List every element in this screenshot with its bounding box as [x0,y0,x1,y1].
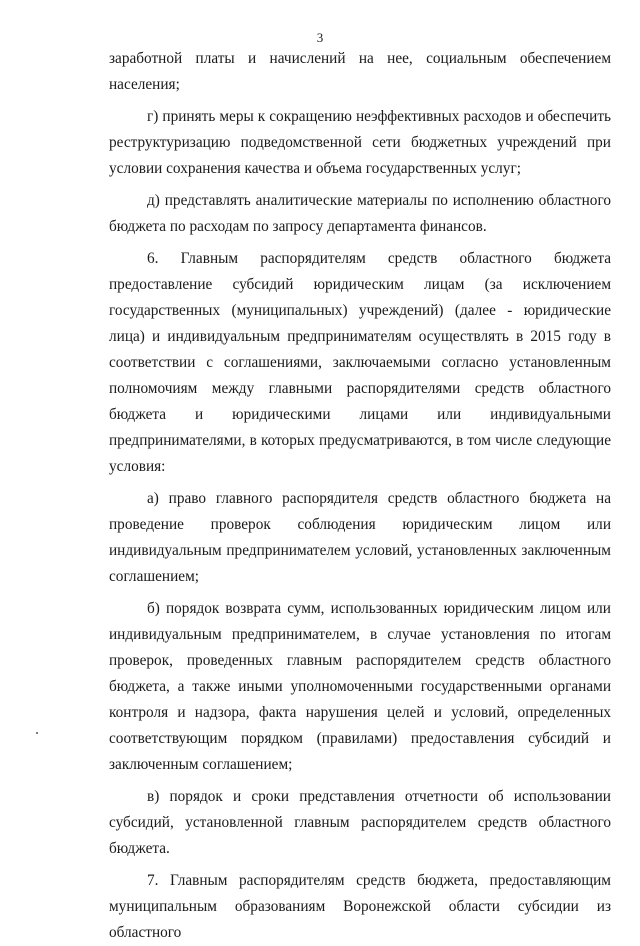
paragraph-clause-7: 7. Главным распорядителям средств бюджета, предоставляющим муниципальным образованиям Воронежской области субсидии из областного [109,872,611,941]
document-body [109,46,611,946]
page-number: 3 [316,30,324,45]
paragraph-item-g: г) принять меры к сокращению неэффективных расходов и обеспечить реструктуризацию подведомственной сети бюджетных учреждений при условии сохранения качества и объема государственных услуг; [109,108,611,177]
paragraph-item-b: б) порядок возврата сумм, использованных юридическим лицом или индивидуальным предпринимателем, в случае установления по итогам проверок, проведенных главным распорядителем средств областного бюджета, а также иными уполномоченными государственными органами контроля и надзора, факта нарушения целей и условий, определенных соответствующим порядком (правилами) предоставления субсидий и заключенным соглашением; [109,600,611,773]
scan-mark [36,732,38,734]
paragraph-item-v: в) порядок и сроки представления отчетности об использовании субсидий, установленной главным распорядителем средств областного бюджета. [109,788,611,857]
paragraph-item-a: а) право главного распорядителя средств областного бюджета на проведение проверок соблюдения юридическим лицом или индивидуальным предпринимателем условий, установленных заключенным соглашением; [109,490,611,585]
paragraph-item-d: д) представлять аналитические материалы по исполнению областного бюджета по расходам по запросу департамента финансов. [109,192,611,235]
paragraph-clause-6: 6. Главным распорядителям средств областного бюджета предоставление субсидий юридическим лицам (за исключением государственных (муниципальных) учреждений) (далее - юридические лица) и индивидуальным предпринимателям осуществлять в 2015 году в соответствии с соглашениями, заключаемыми согласно установленным полномочиям между главными распорядителями средств областного бюджета и юридическими лицами или индивидуальными предпринимателями, в которых предусматриваются, в том числе следующие условия: [109,250,611,475]
paragraph-continuation: заработной платы и начислений на нее, социальным обеспечением населения; [109,50,611,93]
